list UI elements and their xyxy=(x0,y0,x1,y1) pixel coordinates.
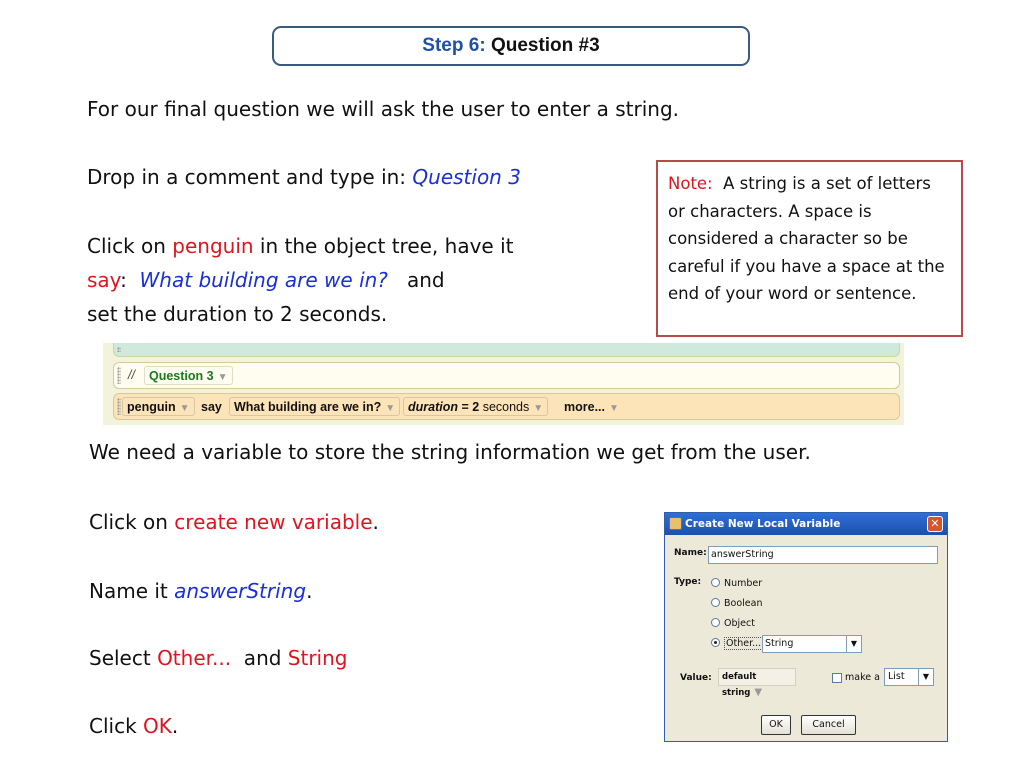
radio-icon[interactable] xyxy=(711,578,720,587)
name-suffix: . xyxy=(306,579,313,603)
type-option-label: Object xyxy=(724,618,755,629)
and-word: and xyxy=(407,268,445,292)
list-select-value: List xyxy=(888,671,905,682)
comment-instruction xyxy=(87,160,521,194)
question-title: Question #3 xyxy=(490,35,600,56)
type-option-label: Boolean xyxy=(724,598,763,609)
penguin-instruction-line1 xyxy=(87,229,513,263)
code-editor-snippet xyxy=(103,343,904,425)
code-phrase: What building are we in? xyxy=(234,400,382,414)
value-chip-text: default string xyxy=(722,672,757,698)
ok-button[interactable]: OK xyxy=(761,715,791,735)
note-label: Note: xyxy=(668,174,713,193)
penguin-instruction-line2 xyxy=(87,263,445,297)
drag-grip-icon[interactable] xyxy=(117,367,121,384)
chevron-down-icon[interactable]: ▼ xyxy=(846,636,861,652)
name-instruction xyxy=(89,574,312,608)
duration-instruction: set the duration to 2 seconds. xyxy=(87,302,388,326)
comment-marker: // xyxy=(128,368,135,382)
name-prefix: Name it xyxy=(89,579,175,603)
duration-unit: seconds xyxy=(482,400,530,414)
create-variable-dialog xyxy=(664,512,948,742)
radio-selected-icon[interactable] xyxy=(711,638,720,647)
type-radio-number[interactable] xyxy=(711,577,762,591)
dialog-title: Create New Local Variable xyxy=(685,518,841,530)
comment-value: Question 3 xyxy=(412,165,521,189)
create-variable-link: create new variable xyxy=(174,510,373,534)
code-method: say xyxy=(201,400,222,414)
say-phrase-chip[interactable] xyxy=(229,397,400,416)
cancel-button[interactable]: Cancel xyxy=(801,715,856,735)
duration-value: = 2 xyxy=(461,400,480,414)
chevron-down-icon: ▼ xyxy=(609,403,619,414)
app-icon xyxy=(669,517,682,530)
type-option-label: Number xyxy=(724,578,763,589)
duration-label: duration xyxy=(408,400,458,414)
chevron-down-icon[interactable]: ▼ xyxy=(918,669,933,685)
type-select[interactable] xyxy=(762,635,862,653)
say-statement-row[interactable] xyxy=(113,393,900,420)
duration-chip[interactable] xyxy=(403,397,548,416)
list-select[interactable] xyxy=(884,668,934,686)
more-button[interactable] xyxy=(559,397,624,416)
make-a-label: make a xyxy=(845,672,880,683)
dialog-titlebar[interactable] xyxy=(665,513,947,535)
chevron-down-icon: ▼ xyxy=(754,687,763,698)
penguin-instruction-text: Click on xyxy=(87,234,173,258)
type-radio-other[interactable] xyxy=(711,637,763,651)
ok-word: OK xyxy=(143,714,172,738)
code-object: penguin xyxy=(127,400,176,414)
drag-grip-icon[interactable] xyxy=(117,347,121,352)
name-label: Name: xyxy=(674,548,707,558)
say-phrase: What building are we in? xyxy=(139,268,388,292)
comment-instruction-prefix: Drop in a comment and type in: xyxy=(87,165,413,189)
note-text: A string is a set of letters or characters. A space is considered a character so be careful if you have a space at the end of your word or sentence. xyxy=(668,174,945,303)
create-prefix: Click on xyxy=(89,510,175,534)
value-chip[interactable] xyxy=(718,668,796,698)
chevron-down-icon: ▼ xyxy=(385,403,396,414)
note-box xyxy=(656,160,963,337)
type-radio-boolean[interactable] xyxy=(711,597,762,611)
say-colon: : xyxy=(120,268,127,292)
step-title-box xyxy=(272,26,750,66)
type-option-label: Other... xyxy=(726,638,762,649)
select-prefix: Select xyxy=(89,646,158,670)
comment-text-chip[interactable] xyxy=(144,366,233,385)
comment-text: Question 3 xyxy=(149,369,214,383)
ok-instruction xyxy=(89,709,178,743)
penguin-object-name: penguin xyxy=(172,234,254,258)
more-label: more... xyxy=(564,400,605,414)
intro-text: For our final question we will ask the user to enter a string. xyxy=(87,97,680,121)
type-label: Type: xyxy=(674,577,702,587)
variable-intro-text: We need a variable to store the string information we get from the user. xyxy=(89,440,811,464)
name-input[interactable]: answerString xyxy=(708,546,938,564)
ok-prefix: Click xyxy=(89,714,144,738)
create-instruction xyxy=(89,505,379,539)
radio-icon[interactable] xyxy=(711,618,720,627)
close-icon[interactable]: ✕ xyxy=(927,516,943,532)
previous-statement-row xyxy=(113,343,900,357)
variable-name: answerString xyxy=(174,579,307,603)
ok-suffix: . xyxy=(171,714,179,738)
comment-statement-row[interactable] xyxy=(113,362,900,389)
make-list-checkbox[interactable] xyxy=(832,673,842,683)
penguin-instruction-text2: in the object tree, have it xyxy=(253,234,514,258)
string-option: String xyxy=(287,646,348,670)
radio-icon[interactable] xyxy=(711,598,720,607)
type-select-value: String xyxy=(765,638,794,649)
chevron-down-icon: ▼ xyxy=(179,403,190,414)
chevron-down-icon: ▼ xyxy=(533,403,544,414)
chevron-down-icon: ▼ xyxy=(217,372,228,383)
other-option: Other... xyxy=(157,646,232,670)
drag-grip-icon[interactable] xyxy=(117,398,121,415)
select-instruction xyxy=(89,641,347,675)
type-radio-object[interactable] xyxy=(711,617,755,631)
select-and: and xyxy=(237,646,288,670)
step-number: Step 6: xyxy=(422,35,486,56)
value-label: Value: xyxy=(680,673,712,683)
penguin-object-chip[interactable] xyxy=(122,397,195,416)
say-method: say xyxy=(87,268,121,292)
create-suffix: . xyxy=(372,510,379,534)
